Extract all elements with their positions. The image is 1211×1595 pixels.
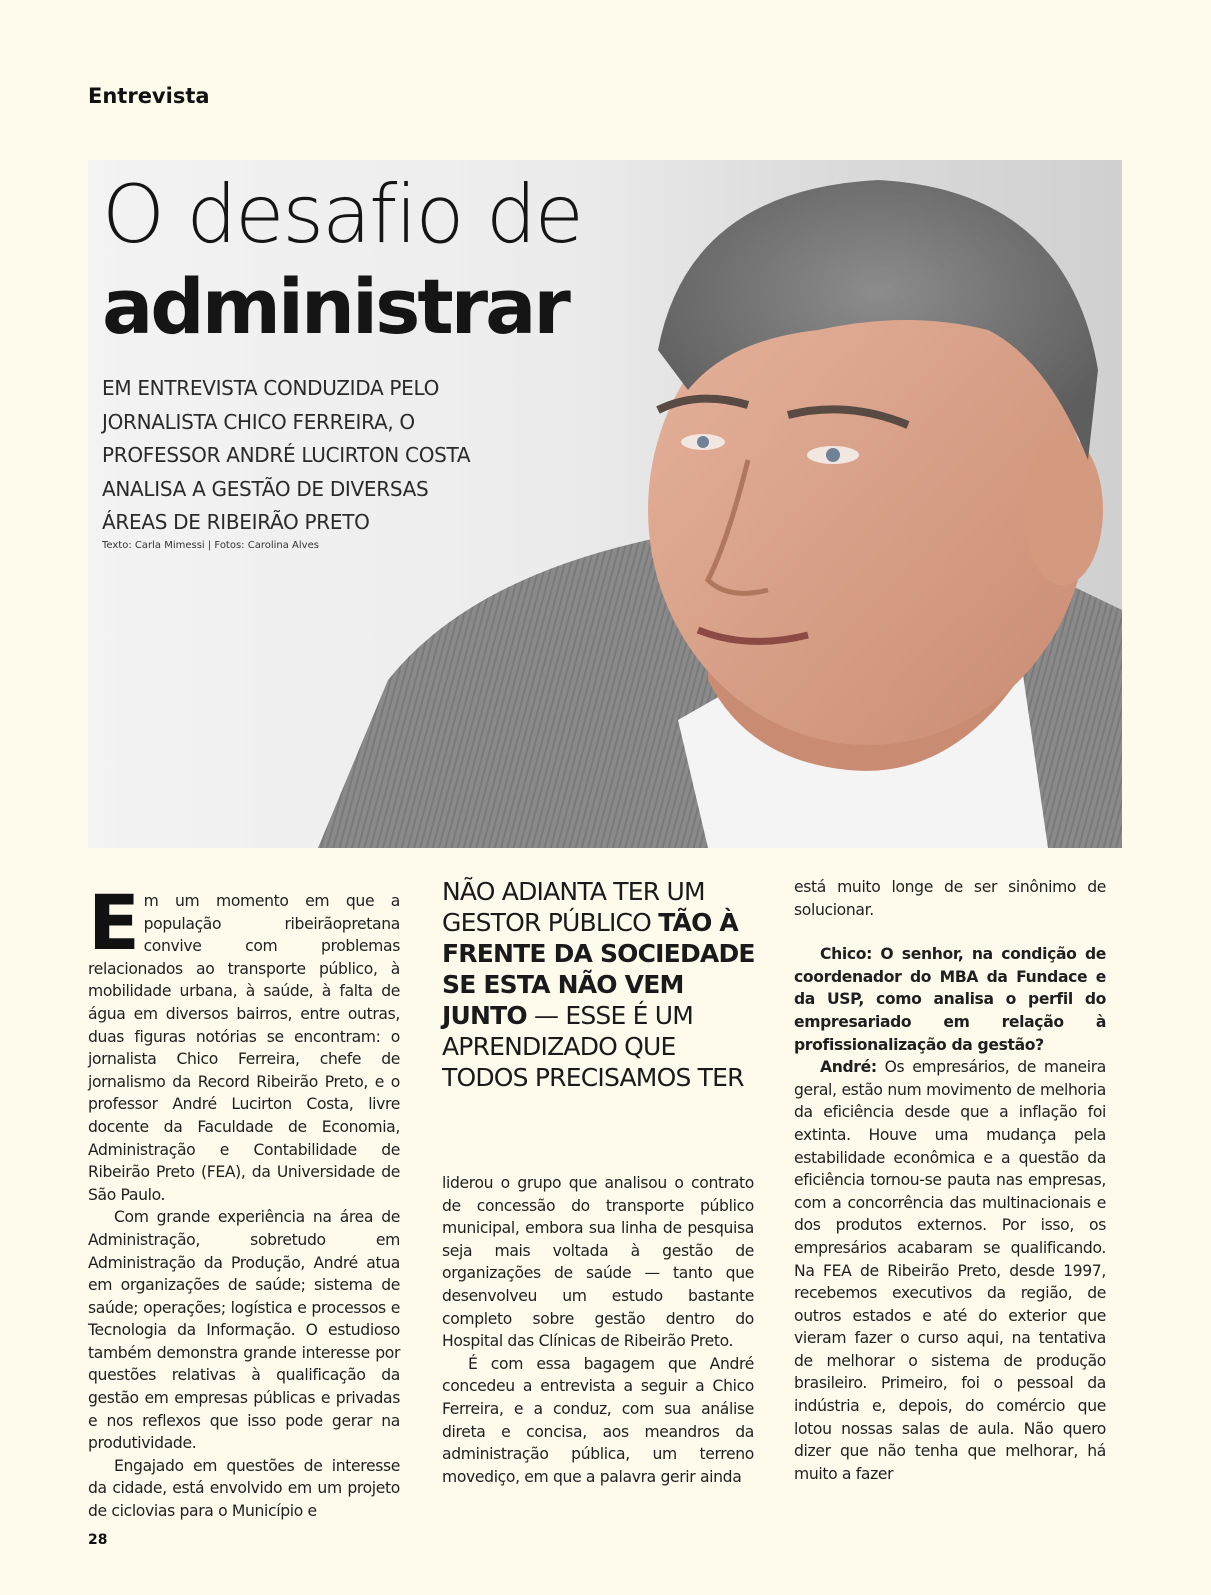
pull-quote bbox=[442, 876, 762, 1093]
paragraph: liderou o grupo que analisou o contrato de concessão do transporte público municipal, embora sua linha de pesquisa seja mais voltada à gestão de organizações de saúde — tanto que desenvolveu um estudo bastante completo sobre gestão dentro do Hospital das Clínicas de Ribeirão Preto. bbox=[442, 1174, 754, 1351]
subtitle: EM ENTREVISTA CONDUZIDA PELO JORNALISTA CHICO FERREIRA, O PROFESSOR ANDRÉ LUCIRTON COSTA ANALISA A GESTÃO DE DIVERSAS ÁREAS DE RIBEIRÃO PRETO bbox=[102, 376, 471, 534]
paragraph-text: m um momento em que a população ribeirãopretana convive com problemas relacionados ao transporte público, à mobilidade urbana, à saúde, à falta de água em diversos bairros, entre outras, duas figuras notórias se encontram: o jornalista Chico Ferreira, chefe de jornalismo da Record Ribeirão Preto, e o professor André Lucirton Costa, livre docente da Faculdade de Economia, Administração e Contabilidade de Ribeirão Preto (FEA), da Universidade de São Paulo. bbox=[88, 892, 400, 1204]
pull-quote-part-3: — ESSE É UM APRENDIZADO QUE TODOS PRECISAMOS TER bbox=[442, 1001, 744, 1092]
pull-quote-part-1: NÃO ADIANTA TER UM GESTOR PÚBLICO bbox=[442, 877, 705, 937]
article-column-2 bbox=[442, 1172, 754, 1488]
article-column-1 bbox=[88, 878, 400, 1523]
answer-text: Os empresários, de maneira geral, estão num movimento de melhoria da eficiência desde que a inflação foi extinta. Houve uma mudança pela estabilidade econômica e a questão da eficiência tornou-se pauta nas empresas, com a concorrência das multinacionais e dos produtos externos. Por isso, os empresários acabaram se qualificando. Na FEA de Ribeirão Preto, desde 1997, recebemos executivos da região, de outros estados e até do exterior que vieram fazer o curso aqui, na tentativa de melhorar o sistema de produção brasileiro. Primeiro, foi o pessoal da indústria e, depois, do comércio que lotou nossas salas de aula. Não quero dizer que não tenha que melhorar, há muito a fazer bbox=[794, 1058, 1106, 1483]
drop-cap: E bbox=[88, 878, 140, 967]
title-line-2: administrar bbox=[102, 262, 568, 351]
paragraph: Engajado em questões de interesse da cidade, está envolvido em um projeto de ciclovias para o Município e bbox=[88, 1456, 400, 1521]
interview-question: Chico: O senhor, na condição de coordenador do MBA da Fundace e da USP, como analisa o perfil do empresariado em relação à profissionalização da gestão? bbox=[794, 945, 1106, 1054]
paragraph: Com grande experiência na área de Administração, sobretudo em Administração da Produção, André atua em organizações de saúde; sistema de saúde; operações; logística e processos e Tecnologia da Informação. O estudioso também demonstra grande interesse por questões relativas à qualificação da gestão em empresas públicas e privadas e nos reflexos que isso pode gerar na produtividade. bbox=[88, 1208, 400, 1453]
title-line-1: O desafio de bbox=[102, 168, 582, 261]
pull-quote-emphasis: TÃO À FRENTE DA SOCIEDADE SE ESTA NÃO VEM JUNTO bbox=[442, 908, 755, 1030]
article-column-3 bbox=[794, 876, 1106, 1485]
answer-speaker: André: bbox=[820, 1058, 877, 1077]
page-number: 28 bbox=[88, 1532, 108, 1548]
paragraph bbox=[88, 878, 400, 1206]
paragraph: está muito longe de ser sinônimo de solucionar. bbox=[794, 878, 1106, 919]
section-label: Entrevista bbox=[88, 84, 210, 108]
paragraph: É com essa bagagem que André concedeu a entrevista a seguir a Chico Ferreira, e a conduz, com sua análise direta e concisa, aos meandros da administração pública, um terreno movediço, em que a palavra gerir ainda bbox=[442, 1354, 754, 1486]
interview-answer bbox=[794, 1056, 1106, 1485]
credits: Texto: Carla Mimessi | Fotos: Carolina Alves bbox=[102, 540, 319, 551]
